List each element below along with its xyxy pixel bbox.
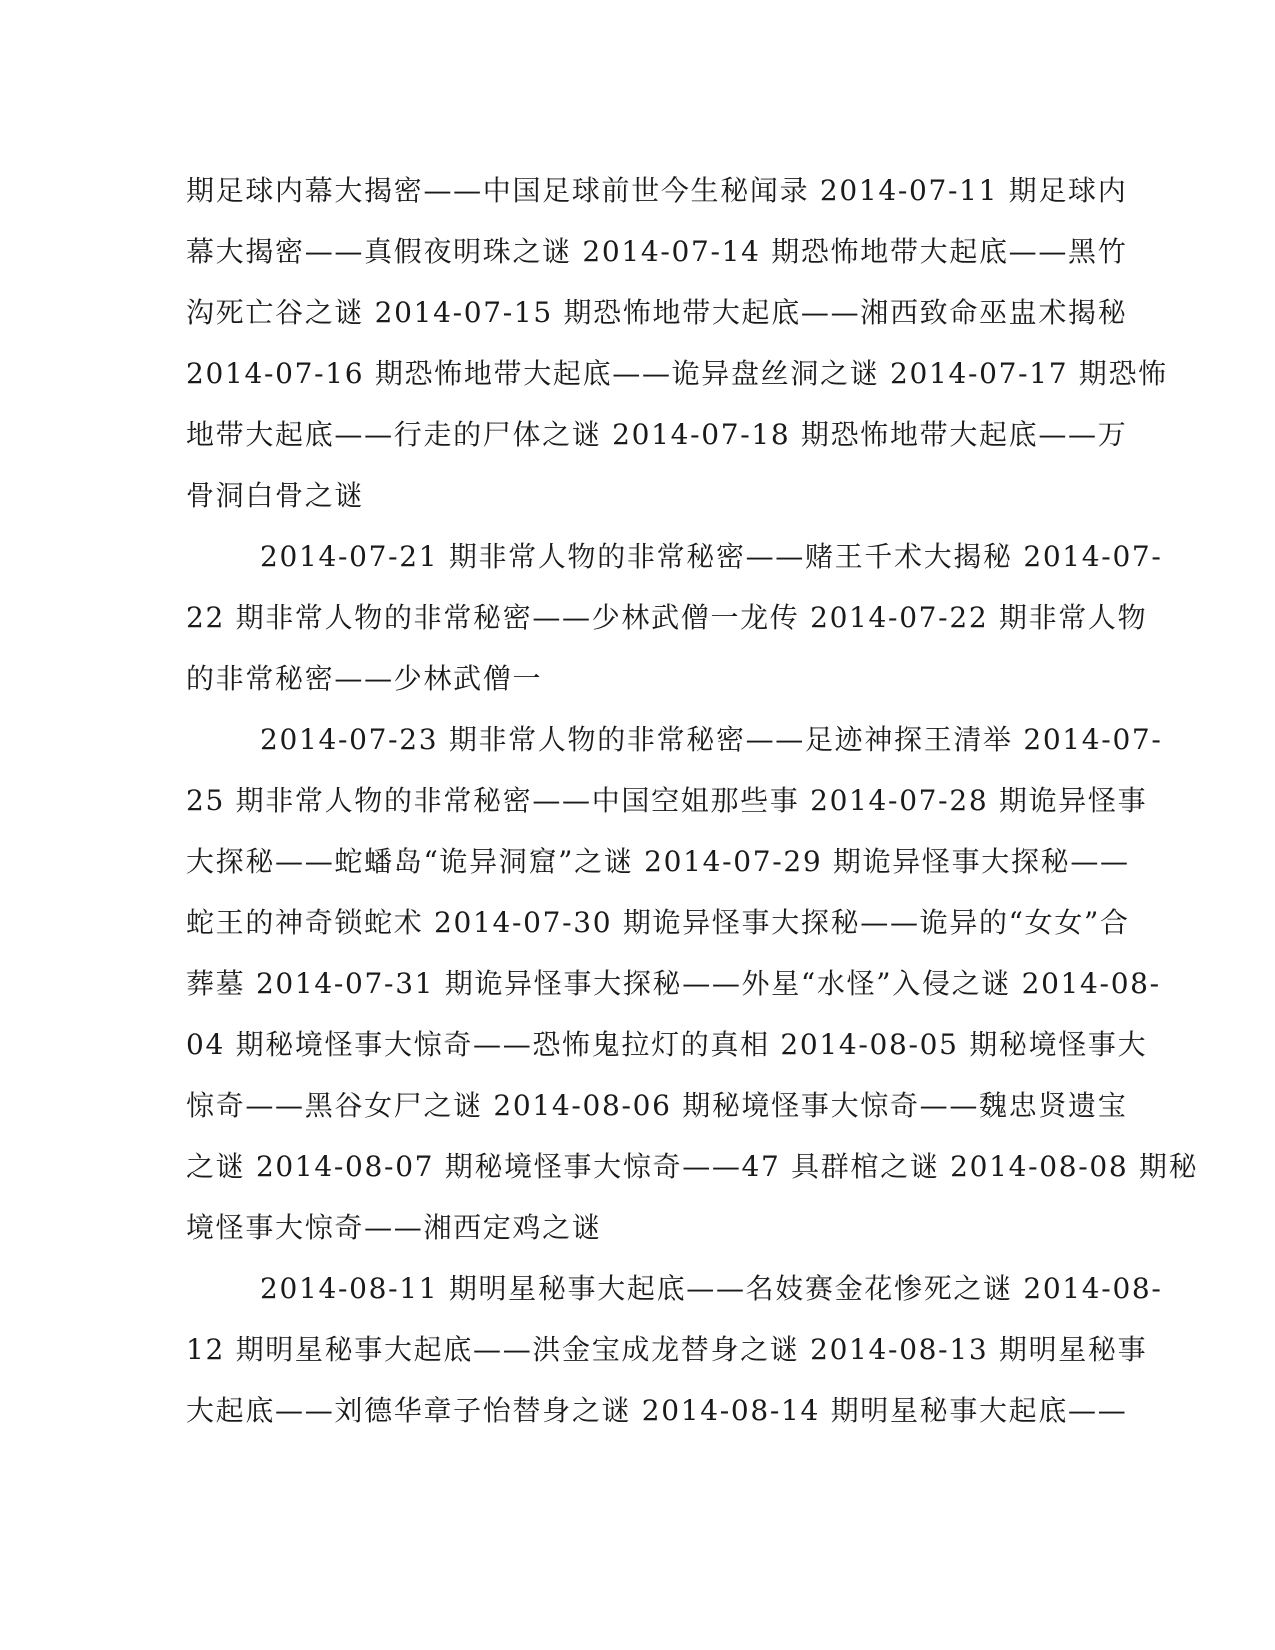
text-line: 大探秘——蛇蟠岛“诡异洞窟”之谜 2014-07-29 期诡异怪事大探秘—— [186,845,1130,878]
paragraph-first-line: 2014-08-11 期明星秘事大起底——名妓赛金花惨死之谜 2014-08- [260,1272,1163,1305]
text-line: 沟死亡谷之谜 2014-07-15 期恐怖地带大起底——湘西致命巫盅术揭秘 [186,296,1128,329]
text-line: 葬墓 2014-07-31 期诡异怪事大探秘——外星“水怪”入侵之谜 2014-08- [186,967,1161,1000]
text-line: 22 期非常人物的非常秘密——少林武僧一龙传 2014-07-22 期非常人物 [186,601,1148,634]
text-line: 之谜 2014-08-07 期秘境怪事大惊奇——47 具群棺之谜 2014-08-08 期秘 [186,1150,1199,1183]
paragraph-first-line: 2014-07-21 期非常人物的非常秘密——赌王千术大揭秘 2014-07- [260,540,1163,573]
text-line: 25 期非常人物的非常秘密——中国空姐那些事 2014-07-28 期诡异怪事 [186,784,1148,817]
text-line: 04 期秘境怪事大惊奇——恐怖鬼拉灯的真相 2014-08-05 期秘境怪事大 [186,1028,1148,1061]
text-line: 2014-07-16 期恐怖地带大起底——诡异盘丝洞之谜 2014-07-17 期恐怖 [186,357,1168,390]
paragraph-first-line: 2014-07-23 期非常人物的非常秘密——足迹神探王清举 2014-07- [260,723,1163,756]
document-body [186,160,1199,1441]
text-line: 骨洞白骨之谜 [186,479,365,512]
text-line: 境怪事大惊奇——湘西定鸡之谜 [186,1211,602,1244]
text-line: 的非常秘密——少林武僧一 [186,662,543,695]
text-line: 大起底——刘德华章子怡替身之谜 2014-08-14 期明星秘事大起底—— [186,1394,1128,1427]
text-line: 期足球内幕大揭密——中国足球前世今生秘闻录 2014-07-11 期足球内 [186,174,1128,207]
text-line: 惊奇——黑谷女尸之谜 2014-08-06 期秘境怪事大惊奇——魏忠贤遗宝 [186,1089,1128,1122]
text-line: 蛇王的神奇锁蛇术 2014-07-30 期诡异怪事大探秘——诡异的“女女”合 [186,906,1130,939]
text-line: 12 期明星秘事大起底——洪金宝成龙替身之谜 2014-08-13 期明星秘事 [186,1333,1148,1366]
text-line: 幕大揭密——真假夜明珠之谜 2014-07-14 期恐怖地带大起底——黑竹 [186,235,1128,268]
text-line: 地带大起底——行走的尸体之谜 2014-07-18 期恐怖地带大起底——万 [186,418,1128,451]
